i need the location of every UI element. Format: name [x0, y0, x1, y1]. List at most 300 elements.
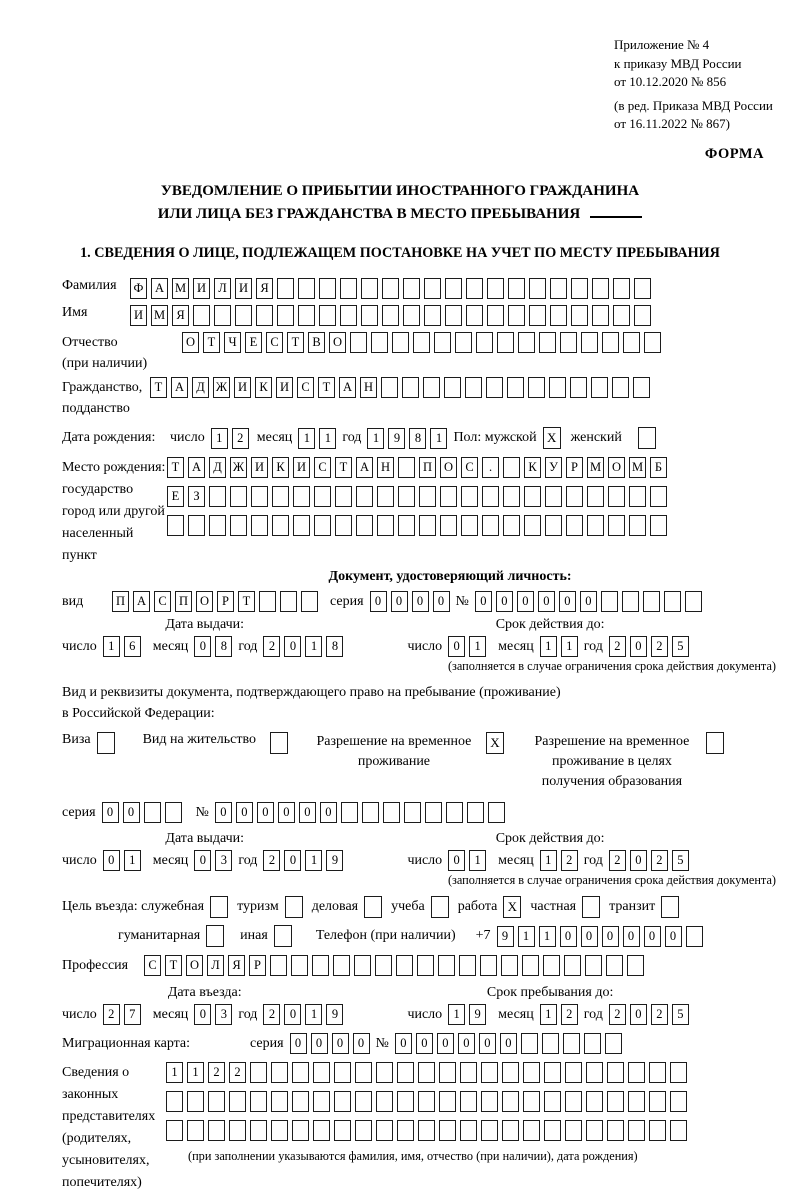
char-cell[interactable] [439, 1120, 456, 1141]
char-cell[interactable] [524, 515, 541, 536]
char-cell[interactable] [544, 1062, 561, 1083]
char-cell[interactable] [293, 515, 310, 536]
purpose-official-checkbox[interactable] [210, 896, 228, 918]
char-cell[interactable] [397, 1120, 414, 1141]
char-cell[interactable]: 0 [630, 636, 647, 657]
char-cell[interactable]: А [133, 591, 150, 612]
char-cell[interactable]: И [293, 457, 310, 478]
char-cell[interactable] [355, 1062, 372, 1083]
char-cell[interactable]: 5 [672, 1004, 689, 1025]
char-cell[interactable] [529, 278, 546, 299]
char-cell[interactable] [396, 955, 413, 976]
char-cell[interactable] [402, 377, 419, 398]
char-cell[interactable] [314, 486, 331, 507]
char-cell[interactable] [444, 377, 461, 398]
char-cell[interactable]: Н [377, 457, 394, 478]
char-cell[interactable]: Я [256, 278, 273, 299]
char-cell[interactable] [613, 278, 630, 299]
char-cell[interactable]: Р [217, 591, 234, 612]
char-cell[interactable] [503, 515, 520, 536]
char-cell[interactable] [586, 1091, 603, 1112]
char-cell[interactable]: 0 [500, 1033, 517, 1054]
char-cell[interactable]: 6 [124, 636, 141, 657]
char-cell[interactable] [272, 515, 289, 536]
char-cell[interactable]: 8 [215, 636, 232, 657]
char-cell[interactable]: 1 [103, 636, 120, 657]
char-cell[interactable] [497, 332, 514, 353]
char-cell[interactable] [419, 515, 436, 536]
char-cell[interactable] [633, 377, 650, 398]
char-cell[interactable]: О [608, 457, 625, 478]
char-cell[interactable]: О [196, 591, 213, 612]
char-cell[interactable]: 2 [103, 1004, 120, 1025]
char-cell[interactable] [440, 515, 457, 536]
char-cell[interactable]: 0 [496, 591, 513, 612]
char-cell[interactable]: Я [228, 955, 245, 976]
char-cell[interactable]: 1 [539, 926, 556, 947]
char-cell[interactable]: 5 [672, 636, 689, 657]
char-cell[interactable] [230, 486, 247, 507]
char-cell[interactable]: 7 [124, 1004, 141, 1025]
char-cell[interactable] [634, 278, 651, 299]
char-cell[interactable] [446, 802, 463, 823]
char-cell[interactable] [628, 1062, 645, 1083]
char-cell[interactable] [417, 955, 434, 976]
char-cell[interactable] [612, 377, 629, 398]
char-cell[interactable] [607, 1120, 624, 1141]
char-cell[interactable]: 1 [305, 850, 322, 871]
visa-checkbox[interactable] [97, 732, 115, 754]
char-cell[interactable] [392, 332, 409, 353]
char-cell[interactable] [340, 305, 357, 326]
char-cell[interactable]: 1 [540, 1004, 557, 1025]
char-cell[interactable] [486, 377, 503, 398]
char-cell[interactable] [376, 1062, 393, 1083]
char-cell[interactable] [670, 1120, 687, 1141]
char-cell[interactable]: 1 [367, 428, 384, 449]
char-cell[interactable] [418, 1120, 435, 1141]
char-cell[interactable] [627, 955, 644, 976]
char-cell[interactable] [560, 332, 577, 353]
char-cell[interactable]: Е [167, 486, 184, 507]
char-cell[interactable] [549, 377, 566, 398]
char-cell[interactable] [586, 1062, 603, 1083]
char-cell[interactable] [460, 1062, 477, 1083]
char-cell[interactable]: 1 [561, 636, 578, 657]
char-cell[interactable]: 0 [194, 1004, 211, 1025]
char-cell[interactable]: 0 [123, 802, 140, 823]
purpose-tourism-checkbox[interactable] [285, 896, 303, 918]
char-cell[interactable]: 0 [630, 850, 647, 871]
char-cell[interactable] [439, 1091, 456, 1112]
char-cell[interactable]: Ч [224, 332, 241, 353]
char-cell[interactable] [622, 591, 639, 612]
char-cell[interactable]: 1 [166, 1062, 183, 1083]
char-cell[interactable] [235, 305, 252, 326]
char-cell[interactable] [398, 515, 415, 536]
char-cell[interactable] [376, 1091, 393, 1112]
char-cell[interactable]: Б [650, 457, 667, 478]
char-cell[interactable]: 0 [194, 850, 211, 871]
char-cell[interactable] [459, 955, 476, 976]
male-checkbox[interactable]: X [543, 427, 561, 449]
char-cell[interactable] [488, 802, 505, 823]
char-cell[interactable]: 0 [215, 802, 232, 823]
char-cell[interactable]: 9 [497, 926, 514, 947]
char-cell[interactable] [418, 1062, 435, 1083]
char-cell[interactable] [461, 486, 478, 507]
char-cell[interactable]: 0 [311, 1033, 328, 1054]
char-cell[interactable] [250, 1091, 267, 1112]
char-cell[interactable] [523, 1091, 540, 1112]
char-cell[interactable] [508, 305, 525, 326]
purpose-business-checkbox[interactable] [364, 896, 382, 918]
char-cell[interactable] [335, 486, 352, 507]
char-cell[interactable]: Ф [130, 278, 147, 299]
char-cell[interactable] [423, 377, 440, 398]
char-cell[interactable]: 0 [475, 591, 492, 612]
char-cell[interactable] [419, 486, 436, 507]
char-cell[interactable] [298, 278, 315, 299]
char-cell[interactable] [523, 1062, 540, 1083]
char-cell[interactable] [271, 1091, 288, 1112]
char-cell[interactable] [355, 1091, 372, 1112]
char-cell[interactable] [480, 955, 497, 976]
char-cell[interactable]: 2 [651, 850, 668, 871]
char-cell[interactable]: Т [238, 591, 255, 612]
char-cell[interactable]: 1 [298, 428, 315, 449]
char-cell[interactable] [434, 332, 451, 353]
char-cell[interactable] [467, 802, 484, 823]
char-cell[interactable] [634, 305, 651, 326]
char-cell[interactable] [607, 1091, 624, 1112]
char-cell[interactable]: 0 [395, 1033, 412, 1054]
char-cell[interactable]: 0 [448, 636, 465, 657]
purpose-humanitarian-checkbox[interactable] [206, 925, 224, 947]
char-cell[interactable] [334, 1091, 351, 1112]
char-cell[interactable] [605, 1033, 622, 1054]
char-cell[interactable] [571, 305, 588, 326]
char-cell[interactable]: 2 [651, 636, 668, 657]
char-cell[interactable]: Т [318, 377, 335, 398]
char-cell[interactable]: А [339, 377, 356, 398]
char-cell[interactable] [545, 486, 562, 507]
char-cell[interactable] [649, 1062, 666, 1083]
char-cell[interactable]: Т [150, 377, 167, 398]
char-cell[interactable] [528, 377, 545, 398]
char-cell[interactable] [592, 305, 609, 326]
char-cell[interactable] [208, 1120, 225, 1141]
char-cell[interactable]: 1 [540, 636, 557, 657]
char-cell[interactable] [397, 1091, 414, 1112]
char-cell[interactable]: И [130, 305, 147, 326]
char-cell[interactable] [591, 377, 608, 398]
char-cell[interactable]: С [144, 955, 161, 976]
char-cell[interactable]: 2 [263, 636, 280, 657]
char-cell[interactable] [539, 332, 556, 353]
char-cell[interactable] [413, 332, 430, 353]
char-cell[interactable]: 1 [448, 1004, 465, 1025]
char-cell[interactable] [482, 515, 499, 536]
char-cell[interactable] [259, 591, 276, 612]
char-cell[interactable]: А [151, 278, 168, 299]
char-cell[interactable] [424, 278, 441, 299]
char-cell[interactable]: 1 [319, 428, 336, 449]
char-cell[interactable] [623, 332, 640, 353]
char-cell[interactable]: 1 [518, 926, 535, 947]
char-cell[interactable] [685, 591, 702, 612]
char-cell[interactable] [418, 1091, 435, 1112]
char-cell[interactable] [487, 278, 504, 299]
char-cell[interactable]: 0 [517, 591, 534, 612]
char-cell[interactable] [481, 1091, 498, 1112]
char-cell[interactable]: Р [249, 955, 266, 976]
char-cell[interactable] [502, 1091, 519, 1112]
char-cell[interactable] [649, 1120, 666, 1141]
char-cell[interactable] [277, 305, 294, 326]
char-cell[interactable]: 8 [326, 636, 343, 657]
char-cell[interactable] [361, 278, 378, 299]
char-cell[interactable] [214, 305, 231, 326]
char-cell[interactable]: 1 [469, 850, 486, 871]
char-cell[interactable]: А [171, 377, 188, 398]
char-cell[interactable] [650, 515, 667, 536]
char-cell[interactable] [565, 1120, 582, 1141]
char-cell[interactable] [570, 377, 587, 398]
char-cell[interactable]: М [151, 305, 168, 326]
char-cell[interactable] [280, 591, 297, 612]
char-cell[interactable]: Т [287, 332, 304, 353]
char-cell[interactable] [438, 955, 455, 976]
char-cell[interactable]: К [255, 377, 272, 398]
char-cell[interactable] [166, 1091, 183, 1112]
char-cell[interactable] [523, 1120, 540, 1141]
char-cell[interactable]: 0 [581, 926, 598, 947]
char-cell[interactable] [425, 802, 442, 823]
char-cell[interactable] [301, 591, 318, 612]
char-cell[interactable] [350, 332, 367, 353]
char-cell[interactable]: З [188, 486, 205, 507]
char-cell[interactable]: 9 [326, 850, 343, 871]
char-cell[interactable]: 0 [284, 636, 301, 657]
edu-permit-checkbox[interactable] [706, 732, 724, 754]
char-cell[interactable] [403, 305, 420, 326]
char-cell[interactable] [608, 515, 625, 536]
char-cell[interactable] [312, 955, 329, 976]
char-cell[interactable]: 8 [409, 428, 426, 449]
char-cell[interactable] [356, 486, 373, 507]
char-cell[interactable]: Т [165, 955, 182, 976]
char-cell[interactable] [501, 955, 518, 976]
char-cell[interactable] [313, 1062, 330, 1083]
char-cell[interactable] [566, 515, 583, 536]
char-cell[interactable]: 0 [103, 850, 120, 871]
char-cell[interactable]: 0 [278, 802, 295, 823]
char-cell[interactable] [564, 955, 581, 976]
char-cell[interactable]: 2 [263, 1004, 280, 1025]
char-cell[interactable] [298, 305, 315, 326]
char-cell[interactable] [334, 1062, 351, 1083]
char-cell[interactable]: С [297, 377, 314, 398]
char-cell[interactable] [445, 278, 462, 299]
char-cell[interactable] [376, 1120, 393, 1141]
char-cell[interactable] [375, 955, 392, 976]
char-cell[interactable]: 0 [479, 1033, 496, 1054]
char-cell[interactable]: 2 [263, 850, 280, 871]
char-cell[interactable] [584, 1033, 601, 1054]
char-cell[interactable] [643, 591, 660, 612]
char-cell[interactable] [481, 1120, 498, 1141]
char-cell[interactable] [382, 278, 399, 299]
char-cell[interactable] [592, 278, 609, 299]
char-cell[interactable] [293, 486, 310, 507]
char-cell[interactable]: С [461, 457, 478, 478]
char-cell[interactable]: 0 [630, 1004, 647, 1025]
char-cell[interactable] [445, 305, 462, 326]
char-cell[interactable]: С [314, 457, 331, 478]
char-cell[interactable]: Д [209, 457, 226, 478]
char-cell[interactable]: 0 [194, 636, 211, 657]
char-cell[interactable] [292, 1062, 309, 1083]
char-cell[interactable] [272, 486, 289, 507]
char-cell[interactable] [397, 1062, 414, 1083]
char-cell[interactable] [377, 515, 394, 536]
purpose-study-checkbox[interactable] [431, 896, 449, 918]
char-cell[interactable] [670, 1062, 687, 1083]
char-cell[interactable] [209, 486, 226, 507]
char-cell[interactable]: 9 [469, 1004, 486, 1025]
purpose-transit-checkbox[interactable] [661, 896, 679, 918]
char-cell[interactable] [319, 305, 336, 326]
char-cell[interactable]: 0 [332, 1033, 349, 1054]
char-cell[interactable]: Т [335, 457, 352, 478]
char-cell[interactable]: 2 [651, 1004, 668, 1025]
char-cell[interactable] [586, 1120, 603, 1141]
char-cell[interactable] [563, 1033, 580, 1054]
char-cell[interactable]: 0 [353, 1033, 370, 1054]
char-cell[interactable] [424, 305, 441, 326]
char-cell[interactable] [628, 1120, 645, 1141]
char-cell[interactable] [277, 278, 294, 299]
char-cell[interactable] [524, 486, 541, 507]
char-cell[interactable] [187, 1120, 204, 1141]
char-cell[interactable]: Т [203, 332, 220, 353]
char-cell[interactable]: Н [360, 377, 377, 398]
char-cell[interactable]: И [193, 278, 210, 299]
char-cell[interactable] [335, 515, 352, 536]
char-cell[interactable]: 2 [561, 1004, 578, 1025]
char-cell[interactable]: 0 [433, 591, 450, 612]
char-cell[interactable] [503, 486, 520, 507]
char-cell[interactable] [209, 515, 226, 536]
char-cell[interactable] [355, 1120, 372, 1141]
char-cell[interactable]: 0 [602, 926, 619, 947]
char-cell[interactable] [686, 926, 703, 947]
char-cell[interactable]: 1 [430, 428, 447, 449]
char-cell[interactable] [670, 1091, 687, 1112]
char-cell[interactable] [644, 332, 661, 353]
char-cell[interactable] [356, 515, 373, 536]
char-cell[interactable] [270, 955, 287, 976]
char-cell[interactable] [476, 332, 493, 353]
char-cell[interactable]: К [272, 457, 289, 478]
char-cell[interactable] [585, 955, 602, 976]
char-cell[interactable]: 0 [623, 926, 640, 947]
char-cell[interactable] [664, 591, 681, 612]
char-cell[interactable] [314, 515, 331, 536]
char-cell[interactable] [529, 305, 546, 326]
char-cell[interactable] [250, 1062, 267, 1083]
char-cell[interactable] [167, 515, 184, 536]
char-cell[interactable]: Ж [213, 377, 230, 398]
char-cell[interactable]: 2 [561, 850, 578, 871]
char-cell[interactable] [503, 457, 520, 478]
char-cell[interactable]: 0 [290, 1033, 307, 1054]
char-cell[interactable] [439, 1062, 456, 1083]
char-cell[interactable]: 2 [609, 636, 626, 657]
char-cell[interactable]: О [186, 955, 203, 976]
char-cell[interactable]: С [266, 332, 283, 353]
char-cell[interactable] [601, 591, 618, 612]
char-cell[interactable] [371, 332, 388, 353]
char-cell[interactable] [581, 332, 598, 353]
char-cell[interactable] [587, 486, 604, 507]
char-cell[interactable]: У [545, 457, 562, 478]
char-cell[interactable]: . [482, 457, 499, 478]
char-cell[interactable] [543, 955, 560, 976]
char-cell[interactable]: Ж [230, 457, 247, 478]
char-cell[interactable]: 0 [458, 1033, 475, 1054]
char-cell[interactable] [566, 486, 583, 507]
char-cell[interactable] [251, 486, 268, 507]
char-cell[interactable] [602, 332, 619, 353]
char-cell[interactable] [188, 515, 205, 536]
char-cell[interactable]: М [629, 457, 646, 478]
char-cell[interactable] [381, 377, 398, 398]
char-cell[interactable] [465, 377, 482, 398]
char-cell[interactable] [193, 305, 210, 326]
char-cell[interactable]: 0 [560, 926, 577, 947]
char-cell[interactable]: П [175, 591, 192, 612]
char-cell[interactable]: 0 [257, 802, 274, 823]
residence-permit-checkbox[interactable] [270, 732, 288, 754]
char-cell[interactable]: Т [167, 457, 184, 478]
char-cell[interactable]: 0 [412, 591, 429, 612]
char-cell[interactable] [229, 1091, 246, 1112]
char-cell[interactable] [404, 802, 421, 823]
char-cell[interactable] [550, 305, 567, 326]
char-cell[interactable] [230, 515, 247, 536]
char-cell[interactable] [187, 1091, 204, 1112]
char-cell[interactable]: 3 [215, 850, 232, 871]
char-cell[interactable]: 0 [102, 802, 119, 823]
char-cell[interactable]: И [276, 377, 293, 398]
char-cell[interactable]: 2 [609, 1004, 626, 1025]
char-cell[interactable] [319, 278, 336, 299]
char-cell[interactable] [334, 1120, 351, 1141]
char-cell[interactable]: Д [192, 377, 209, 398]
char-cell[interactable] [481, 1062, 498, 1083]
char-cell[interactable] [256, 305, 273, 326]
char-cell[interactable] [565, 1091, 582, 1112]
char-cell[interactable]: 0 [448, 850, 465, 871]
char-cell[interactable] [383, 802, 400, 823]
char-cell[interactable]: 0 [370, 591, 387, 612]
char-cell[interactable] [229, 1120, 246, 1141]
char-cell[interactable]: 1 [305, 636, 322, 657]
char-cell[interactable] [544, 1120, 561, 1141]
char-cell[interactable] [608, 486, 625, 507]
